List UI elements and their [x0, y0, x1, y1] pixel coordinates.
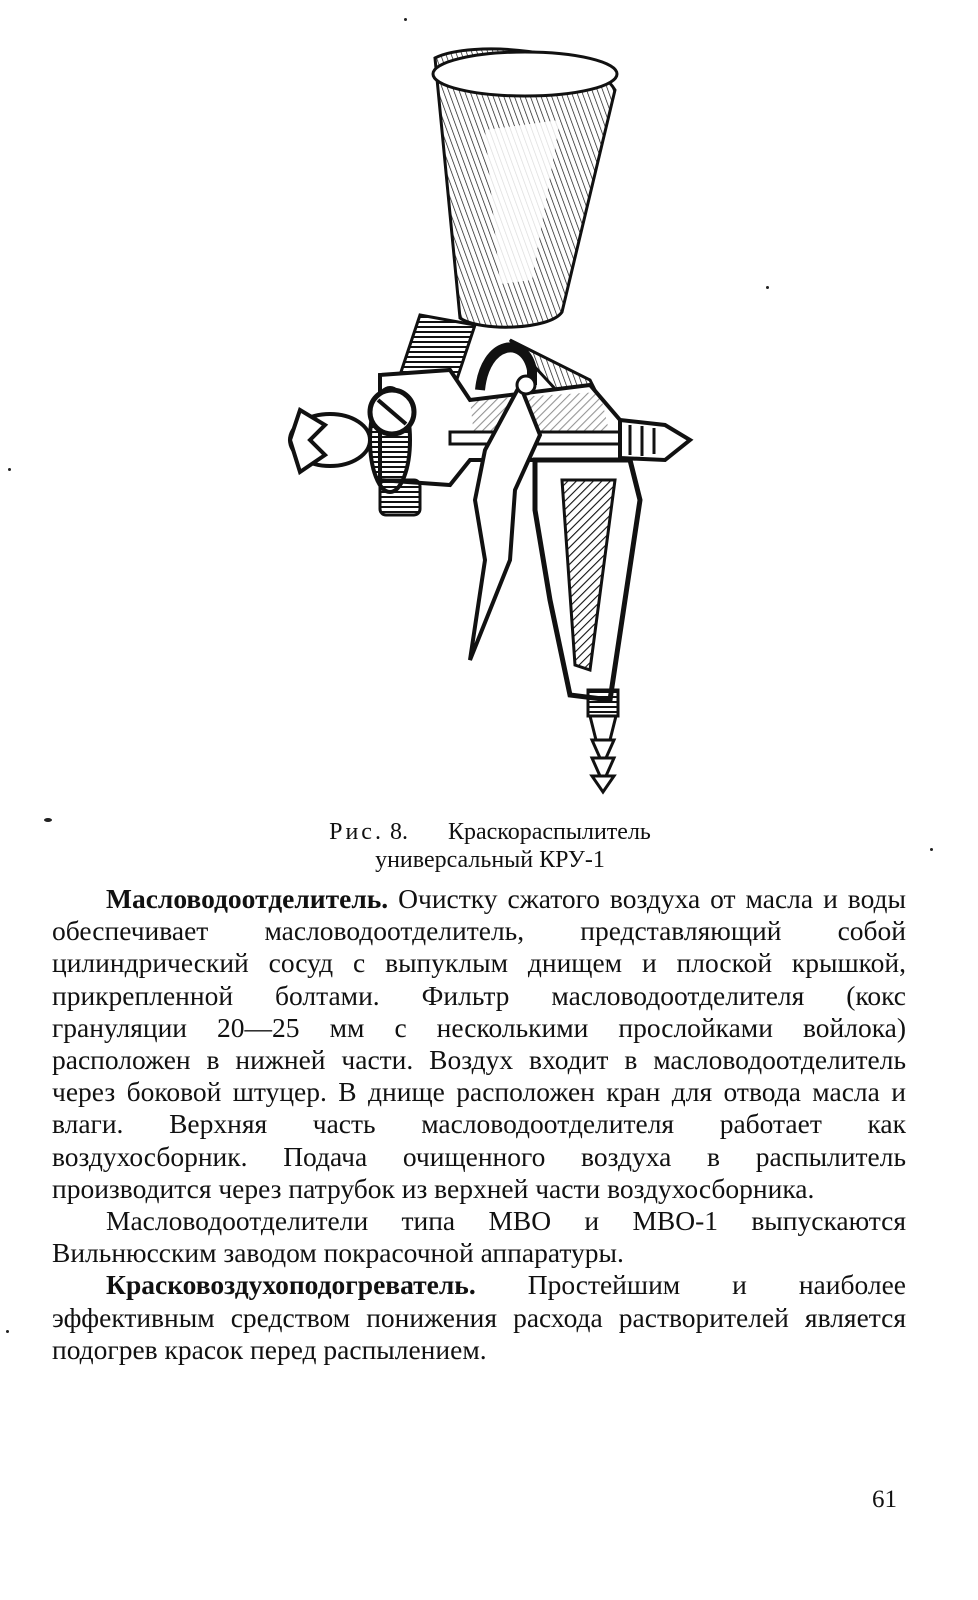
- speck: [8, 468, 11, 471]
- figure-caption: [230, 818, 750, 874]
- spray-gun-illustration: [270, 40, 710, 800]
- paragraph-body: Масловодоотделители типа МВО и МВО-1 выпускаются Вильнюсским заводом покрасочной аппаратуры.: [52, 1205, 906, 1269]
- speck: [930, 848, 933, 851]
- paragraph-heading: Масловодоотделитель.: [106, 883, 389, 914]
- paragraph: [52, 1269, 906, 1366]
- speck: [404, 18, 407, 21]
- speck: [44, 818, 52, 822]
- caption-title-line1: Краскораспылитель: [447, 819, 651, 845]
- page-number: 61: [872, 1486, 897, 1513]
- paragraph-body: Простейшим и наиболее эффективным средством понижения расхода растворителей является подогрев красок перед распылением.: [52, 1269, 906, 1365]
- caption-line-1: [230, 818, 750, 846]
- paragraph-heading: Красковоздухоподогреватель.: [106, 1269, 476, 1301]
- paragraph: [52, 883, 906, 1205]
- caption-number: 8.: [389, 819, 408, 845]
- speck: [766, 286, 769, 289]
- speck: [6, 1330, 9, 1333]
- caption-label: Рис.: [329, 819, 384, 845]
- body-text: [52, 883, 906, 1366]
- paragraph-body: Очистку сжатого воздуха от масла и воды обеспечивает масловодоотделитель, представляющий собой цилиндрический сосуд с выпуклым днищем и плоской крышкой, прикрепленной болтами. Фильтр масловодоотделителя (кокс грануляции 20—25 мм с несколькими прослойками войлока) расположен в нижней части. Воздух входит в масловодоотделитель через боковой штуцер. В днище расположен кран для отвода масла и влаги. Верхняя часть масловодоотделителя работает как воздухосборник. Подача очищенного воздуха в распылитель производится через патрубок из верхней части воздухосборника.: [52, 883, 906, 1204]
- caption-title-line2: универсальный КРУ-1: [375, 847, 605, 873]
- paragraph: [52, 1205, 906, 1269]
